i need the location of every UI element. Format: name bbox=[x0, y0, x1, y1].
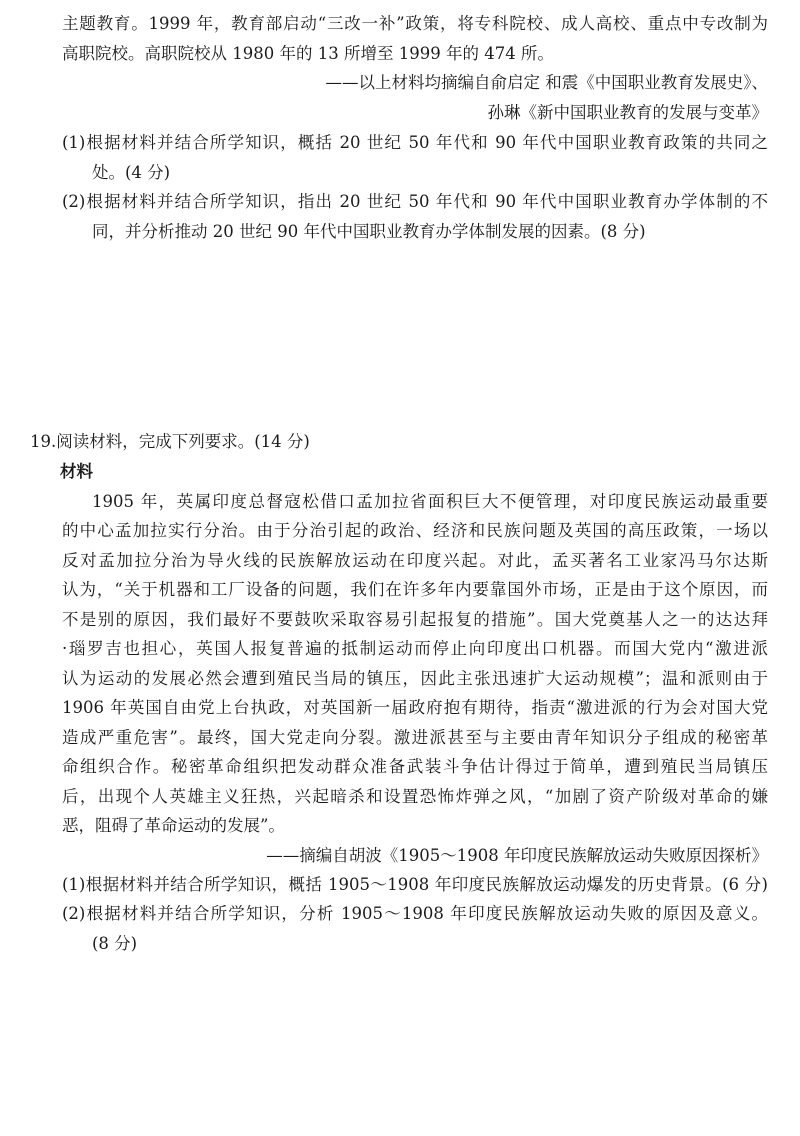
q19-material-line-10: 命组织合作。秘密革命组织把发动群众准备武装斗争估计得过于简单，遭到殖民当局镇压 bbox=[62, 757, 768, 776]
q18-source-line-2: 孙琳《新中国职业教育的发展与变革》 bbox=[487, 103, 768, 122]
q19-material-line-3: 反对孟加拉分治为导火线的民族解放运动在印度兴起。对此，孟买著名工业家冯马尔达斯 bbox=[62, 551, 768, 570]
q18-source-line-1: ——以上材料均摘编自俞启定 和震《中国职业教育发展史》、 bbox=[325, 73, 768, 92]
q18-material-line-2: 高职院校。高职院校从 1980 年的 13 所增至 1999 年的 474 所。 bbox=[62, 44, 554, 63]
q19-sub1: (1)根据材料并结合所学知识，概括 1905～1908 年印度民族解放运动爆发的历史背景。(6 分) bbox=[62, 875, 768, 894]
q19-material-line-8: 1906 年英国自由党上台执政，对英国新一届政府抱有期待，指责“激进派的行为会对国大党 bbox=[62, 698, 768, 717]
q19-sub2-line-2: (8 分) bbox=[92, 934, 138, 953]
q18-sub1-line-2: 处。(4 分) bbox=[92, 163, 171, 182]
q19-material-line-5: 不是别的原因，我们最好不要鼓吹采取容易引起报复的措施”。国大党奠基人之一的达达拜 bbox=[62, 610, 768, 629]
q19-source: ——摘编自胡波《1905～1908 年印度民族解放运动失败原因探析》 bbox=[266, 846, 768, 865]
q19-material-line-9: 造成严重危害”。最终，国大党走向分裂。激进派甚至与主要由青年知识分子组成的秘密革 bbox=[62, 728, 768, 747]
q19-material-line-7: 认为运动的发展必然会遭到殖民当局的镇压，因此主张迅速扩大运动规模”；温和派则由于 bbox=[62, 669, 768, 688]
q18-material-line-1: 主题教育。1999 年，教育部启动“三改一补”政策，将专科院校、成人高校、重点中专改制为 bbox=[62, 14, 768, 33]
q19-material-line-11: 后，出现个人英雄主义狂热，兴起暗杀和设置恐怖炸弹之风，“加剧了资产阶级对革命的嫌 bbox=[62, 787, 768, 806]
q19-heading: 19.阅读材料，完成下列要求。(14 分) bbox=[30, 432, 310, 451]
q19-material-line-12: 恶，阻碍了革命运动的发展”。 bbox=[62, 816, 285, 835]
q19-material-line-6: ·瑙罗吉也担心，英国人报复普遍的抵制运动而停止向印度出口机器。而国大党内“激进派 bbox=[62, 639, 768, 658]
q19-material-line-2: 的中心孟加拉实行分治。由于分治引起的政治、经济和民族问题及英国的高压政策，一场以 bbox=[62, 521, 768, 540]
q19-material-line-1: 1905 年，英属印度总督寇松借口孟加拉省面积巨大不便管理，对印度民族运动最重要 bbox=[92, 492, 768, 511]
q19-material-label: 材料 bbox=[60, 462, 93, 481]
q18-sub2-line-2: 同，并分析推动 20 世纪 90 年代中国职业教育办学体制发展的因素。(8 分) bbox=[92, 222, 646, 241]
q18-sub2-line-1: (2)根据材料并结合所学知识，指出 20 世纪 50 年代和 90 年代中国职业教育办学体制的不 bbox=[62, 192, 768, 211]
q19-material-line-4: 认为，“关于机器和工厂设备的问题，我们在许多年内要靠国外市场，正是由于这个原因，而 bbox=[62, 580, 768, 599]
q18-sub1-line-1: (1)根据材料并结合所学知识，概括 20 世纪 50 年代和 90 年代中国职业教育政策的共同之 bbox=[62, 133, 768, 152]
q19-sub2-line-1: (2)根据材料并结合所学知识，分析 1905～1908 年印度民族解放运动失败的原因及意义。 bbox=[62, 904, 768, 923]
